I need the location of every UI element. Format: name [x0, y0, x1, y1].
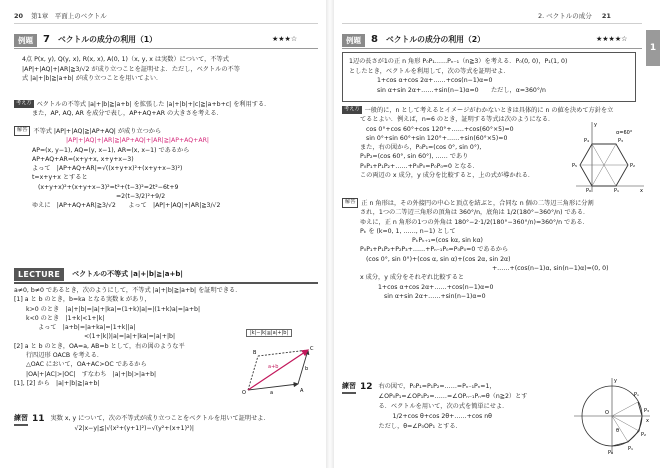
P5-label: P₅ [572, 163, 578, 169]
vector-a-label: a [270, 390, 274, 396]
example-8-header [342, 33, 485, 47]
lecture-conclusion: [1], [2] から |a|+|b|≧|a+b| [14, 379, 100, 387]
solution-line: x 成分，y 成分をそれぞれ比較すると [360, 274, 465, 282]
hexagon-figure [572, 120, 646, 194]
P2-label: P₂ [641, 432, 647, 438]
left-header-rule [14, 23, 318, 24]
example-number: 7 [43, 33, 50, 45]
left-page [0, 0, 326, 468]
parallelogram-figure [240, 344, 318, 396]
example-badge: 例題 [14, 34, 37, 47]
point-C-label: C [310, 346, 314, 352]
solution-line: +……+(cos(n−1)α, sin(n−1)α)=(0, 0) [492, 264, 609, 272]
approach-line: てるとよい．例えば，n=6 のとき，証明する等式は次のようになる． [360, 116, 555, 124]
lecture-side-note: |k|−|k|≦|a|+|b| [246, 329, 292, 337]
solution-line: され，1つの二等辺三角形の頂角は 360°/n，底角は 1/2(180°−360°/n) である． [360, 209, 590, 217]
lecture-badge: LECTURE [14, 268, 64, 281]
practice-badge: 練習 [14, 414, 28, 426]
lecture-line: |OA|+|AC|>|OC| すなわち |a|+|b|>|a+b| [26, 370, 157, 378]
practice-number: 11 [32, 414, 45, 424]
approach-line: ベクトルの不等式 |a|+|b|≧|a+b| を拡張した |a|+|b|+|c|≧|a+b+c| を利用する． [36, 101, 271, 108]
solution-tag: 解答 [14, 126, 30, 136]
lecture-line: [2] a と b のとき，OA=a, AB=b として，右の図のような平 [14, 342, 185, 350]
approach-line: P₀P₁+P₁P₂+……+P₅P₀=P₀P₀=0 となる． [360, 162, 479, 170]
practice-line: る．ベクトルを用いて，次の式を簡単にせよ． [378, 402, 509, 410]
alpha-label: α=60° [616, 130, 633, 136]
solution-line: t=x+y+x とすると [32, 174, 88, 182]
solution-line: =2(t−3/2)²+9/2 [116, 192, 166, 200]
y-axis-label: y [594, 122, 597, 128]
solution-line: PₖPₖ₊₁=(cos kα, sin kα) [412, 237, 483, 245]
lecture-title: ベクトルの不等式 |a|+|b|≧|a+b| [72, 270, 183, 279]
vector-b-label: b [305, 366, 309, 372]
practice-line: 右の図で，P₀P₁=P₁P₂=……=Pₙ₋₁Pₙ=1， [378, 383, 496, 390]
problem-line: sin α+sin 2α+……+sin(n−1)α=0 ただし，α=360°/n [377, 86, 546, 94]
practice-text: 実数 x, y について，次の不等式が成り立つことをベクトルを用いて証明せよ． [50, 415, 270, 422]
approach-tag: 考え方 [344, 106, 360, 113]
example-title: ベクトルの成分の利用（2） [385, 35, 485, 45]
approach-section [14, 100, 318, 119]
solution-line: AP=(x, y−1), AQ=(y, x−1), AR=(x, x−1) であるから [32, 146, 190, 154]
lecture-line: よって |a+b|=|a+ka|=|1+k||a| [38, 324, 136, 332]
chapter-side-tab: 1 [646, 30, 660, 66]
example-7-header [14, 33, 157, 47]
solution-line: Pₖ を (k=0, 1, ……, n−1) として [360, 227, 456, 235]
practice-formula: 1/2+cos θ+cos 2θ+……+cos nθ [392, 412, 492, 420]
solution-line: (x+y+x)²+(x+y+x−3)²=t²+(t−3)²=2t²−6t+9 [38, 183, 179, 191]
O-label: O [605, 410, 609, 416]
point-O-label: O [242, 390, 246, 396]
right-page-number: 21 [601, 12, 611, 20]
approach-line: また，右の図から，P₀P₁=(cos 0°, sin 0°), [360, 144, 482, 152]
example-title: ベクトルの成分の利用（1） [57, 35, 157, 45]
solution-line: P₀P₁+P₁P₂+P₂P₃+……+Pₙ₋₁P₀=P₀P₀=0 であるから [360, 246, 509, 254]
solution-result: 1+cos α+cos 2α+……+cos(n−1)α=0 [378, 283, 494, 291]
P2-label: P₂ [630, 163, 636, 169]
lecture-header [14, 268, 183, 281]
practice-11 [14, 414, 318, 434]
x-axis-label: x [646, 418, 649, 424]
approach-line: P₁P₂=(cos 60°, sin 60°), …… であり [360, 153, 469, 161]
lecture-line: k>0 のとき |a|+|b|=|a|+|ka|=(1+k)|a|=|(1+k)a|=|a+b| [26, 305, 201, 313]
solution-section [342, 198, 642, 301]
solution-section [14, 126, 318, 211]
problem-line: 1辺の長さが1の正 n 角形 P₀P₁……Pₙ₋₁（n≧3）を考える．P₀(0, 0)，P₁(1, 0) [349, 58, 568, 65]
P3-label: P₃ [644, 408, 650, 414]
right-page [334, 0, 660, 468]
problem-line: 1+cos α+cos 2α+……+cos(n−1)α=0 [377, 77, 493, 85]
problem-line: 4点 P(x, y), Q(y, x), R(x, x), A(0, 1)（x, y, x は実数）について，不等式 [22, 56, 229, 63]
P1-label: P₁ [614, 188, 620, 194]
book-gutter [326, 0, 334, 468]
lecture-line: k<0 のとき |1+k|<1+|k| [26, 314, 105, 322]
approach-tag: 考え方 [16, 100, 32, 107]
lecture-line: △OAC において，OA+AC>OC であるから [26, 361, 147, 369]
approach-line: sin 0°+sin 60°+sin 120°+……+sin(60°×5)=0 [366, 134, 508, 142]
approach-line: この両辺の x 成分，y 成分を比較すると，上の式が導かれる． [360, 172, 535, 180]
example-number: 8 [371, 33, 378, 45]
right-header-rule [342, 23, 642, 24]
y-axis-label: y [614, 378, 617, 384]
x-axis-label: x [640, 188, 643, 194]
solution-conclusion: ゆえに |AP+AQ+AR|≧3/√2 よって |AP|+|AQ|+|AR|≧3/√2 [32, 202, 221, 210]
lecture-line: <(1+|k|)|a|=|a|+|ka|=|a|+|b| [84, 333, 176, 341]
practice-formula: √2|x−y|≦|√(x²+(y+1)²)−√(y²+(x+1)²)| [74, 424, 195, 432]
lecture-line: a≠0, b≠0 であるとき，次のようにして，不等式 |a|+|b|≧|a+b| を証明できる． [14, 287, 242, 294]
problem-box [20, 53, 318, 98]
right-running-title: 2. ベクトルの成分 [538, 12, 592, 20]
solution-line: ゆえに，正 n 角形の1つの外角は 180°−2·1/2(180°−360°/n)=360°/n である． [360, 218, 589, 226]
example-underline [342, 48, 642, 49]
approach-line: 一般的に，n として考えるとイメージがわかないときは具体的に n の値を決めて方針を立 [364, 107, 614, 114]
solution-line: (cos 0°, sin 0°)+(cos α, sin α)+(cos 2α, sin 2α) [366, 255, 511, 263]
solution-line: 不等式 |AP|+|AQ|≧|AP+AQ| が成り立つから [33, 127, 162, 135]
solution-result: sin α+sin 2α+……+sin(n−1)α=0 [384, 292, 486, 300]
P3-label: P₃ [618, 138, 624, 144]
problem-line: |AP|+|AQ|+|AR|≧3/√2 が成り立つことを証明せよ．ただし，ベクトルの不等 [22, 65, 240, 73]
problem-box [342, 52, 636, 102]
practice-number: 12 [360, 382, 373, 392]
problem-line: としたとき，ベクトルを利用して，次の等式を証明せよ． [349, 67, 510, 75]
point-A-label: A [300, 388, 304, 394]
solution-line-highlight: |AP|+|AQ|+|AR|≧|AP+AQ|+|AR|≧|AP+AQ+AR| [66, 137, 209, 145]
difficulty-stars: ★★★★☆ [596, 35, 628, 43]
practice-line: ただし，θ=∠P₀OP₁ とする． [378, 422, 462, 430]
left-header [14, 12, 107, 20]
P0-label: P₀ [608, 450, 614, 456]
solution-line: AP+AQ+AR=(x+y+x, x+y+x−3) [32, 155, 134, 163]
P0-label: P₀ [586, 188, 592, 194]
solution-tag: 解答 [342, 198, 358, 208]
problem-line: 式 |a|+|b|≧|a+b| が成り立つことを用いてよい． [22, 75, 163, 83]
Pn-label: Pₙ [634, 392, 640, 398]
practice-line: ∠OP₀P₁=∠OP₁P₂=……=∠OPₙ₋₁Pₙ=θ（n≧2）とす [378, 392, 528, 400]
right-header [538, 12, 611, 20]
point-B-label: B [253, 350, 257, 356]
P1-label: P₁ [628, 446, 634, 452]
circle-figure [572, 376, 652, 456]
lecture-line: 行四辺形 OACB を考える． [26, 352, 104, 360]
example-badge: 例題 [342, 34, 365, 47]
approach-line: cos 0°+cos 60°+cos 120°+……+cos(60°×5)=0 [366, 125, 514, 133]
practice-badge: 練習 [342, 382, 356, 394]
left-page-number: 20 [14, 12, 24, 20]
lecture-bar [14, 282, 318, 284]
theta-label: θ [616, 428, 620, 434]
difficulty-stars: ★★★☆ [272, 35, 298, 43]
example-underline [14, 48, 318, 49]
solution-line: 正 n 角形は，その外接円の中心と頂点を結ぶと，合同な n 個の二等辺三角形に分割 [361, 199, 594, 207]
solution-line: よって |AP+AQ+AR|=√((x+y+x)²+(x+y+x−3)²) [32, 165, 183, 173]
vector-sum-label: a+b [268, 364, 279, 370]
P4-label: P₄ [584, 138, 590, 144]
approach-line: また，AP, AQ, AR を成分で表し，AP+AQ+AR の大きさを考える． [32, 110, 223, 118]
left-chapter-title: 第1章 平面上のベクトル [31, 12, 107, 20]
lecture-line: [1] a と b のとき，b=ka となる実数 k があり， [14, 296, 151, 304]
practice-12 [342, 382, 566, 432]
